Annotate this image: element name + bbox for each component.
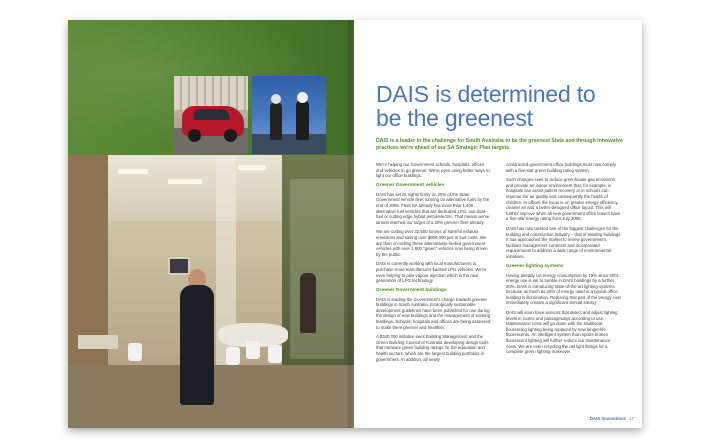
page-title bbox=[376, 82, 626, 130]
title-line-1: DAIS is determined to bbox=[376, 81, 596, 107]
col2-para-4: Having already cut energy consumption by 19% since 2001, energy use is set to tumble in DAIS buildings by a further 20%. DAIS is introducing state-of-the-art lighting systems because as much as 25% of energy used in a typical office building is illumination. Reducing that part of the energy cost immediately creates a significant annual saving. bbox=[506, 272, 621, 306]
photo-red-car bbox=[174, 76, 248, 154]
text-column-2 bbox=[506, 162, 622, 359]
photo-technicians bbox=[252, 76, 326, 154]
photo-office-interior bbox=[68, 155, 354, 428]
col1-para-6: A $340,000 initiative sees Building Management and the Green Building Council of Australia developing design tools that measure green building ratings for the education and health sectors, which are the largest building portfolios in government. In addition, all newly bbox=[376, 334, 489, 362]
heading-buildings: Greener Government buildings bbox=[376, 287, 447, 293]
col2-para-2: Such changes seek to reduce greenhouse gas emissions and provide an indoor environment that, for example, in hospitals can assist patient recovery or in schools can improve the air quality and consequently the health of children. In offices the focus is on greater energy efficiency, cleaner air and a better-designed office layout. This will further improve when all new government office leases have a five-star energy rating from July 2006. bbox=[506, 177, 621, 222]
col2-para-3: DAIS has now tackled one of the biggest challenges for the building and construction industry – that of existing buildings. It has approached the market to renew government's facilities management contracts and incorporated requirements to address a wide range of environmental initiatives. bbox=[506, 225, 622, 259]
col2-para-5: DAIS will soon have sensors that detect and adjust lighting levels in rooms and passageways according to use. Maintenance costs will go down with the traditional flourescing lighting being replaced by new longer-life fluorescents. An intelligent system that reports broken fluorescent lighting will further reduce our maintenance costs. We are even recycling the old light fittings for a complete green lighting makeover. bbox=[506, 310, 618, 355]
col1-para-3: We are cutting over 32,500 tonnes of harmful exhaust emissions and saving over $900,000 just in fuel costs. We are then on-selling these alternatively-fuelled government vehicles with over 1,800 "green" vehicles now being driven by the public. bbox=[376, 229, 488, 257]
right-page bbox=[354, 20, 642, 428]
col1-para-4: DAIS is currently working with local manufacturers to purchase more manufacturer-backed LPG vehicles. We're even helping to pilot vapour injection which is the next generation of LPG technology. bbox=[376, 261, 487, 284]
col2-para-1: constructed government office buildings must now comply with a five-star green building rating system. bbox=[506, 162, 617, 173]
page-number: 17 bbox=[629, 416, 634, 421]
heading-lighting: Greener lighting systems bbox=[506, 263, 564, 269]
col1-para-1: We're helping our Government schools, hospitals, offices and vehicles to go greener. We're even using better ways to light our office buildings. bbox=[376, 162, 490, 179]
col1-para-2: DAIS has set its sights firmly on 20% of the State Government vehicle fleet running on alternative fuels by the end of 2006. Fleet SA already has more than 1,400 alternative fuel vehicles that are dedicated LPG, use dual-fuel or cutting edge hybrid petrol/electric. That means we've almost reached our target of a 20% greener fleet already. bbox=[376, 191, 490, 225]
footer-label: DAIS Innovations bbox=[589, 416, 627, 421]
text-column-1 bbox=[376, 162, 492, 366]
title-line-2: be the greenest bbox=[376, 105, 533, 131]
intro-text: DAIS is a leader in the challenge for South Australia to be the greenest State and through innovative practices we're ahead of our SA Strategic Plan targets. bbox=[376, 138, 623, 151]
brochure-spread bbox=[68, 20, 642, 428]
col1-para-5: DAIS is leading the Government's charge towards greener buildings in South Australia. Ecologically sustainable development guidelines have been published for use during the design of new buildings and the management of existing buildings. Schools, hospitals and offices are being assessed to make them greener and healthier. bbox=[376, 296, 491, 330]
left-page bbox=[68, 20, 354, 428]
page-footer bbox=[544, 416, 634, 421]
heading-vehicles: Greener Government vehicles bbox=[376, 182, 445, 188]
